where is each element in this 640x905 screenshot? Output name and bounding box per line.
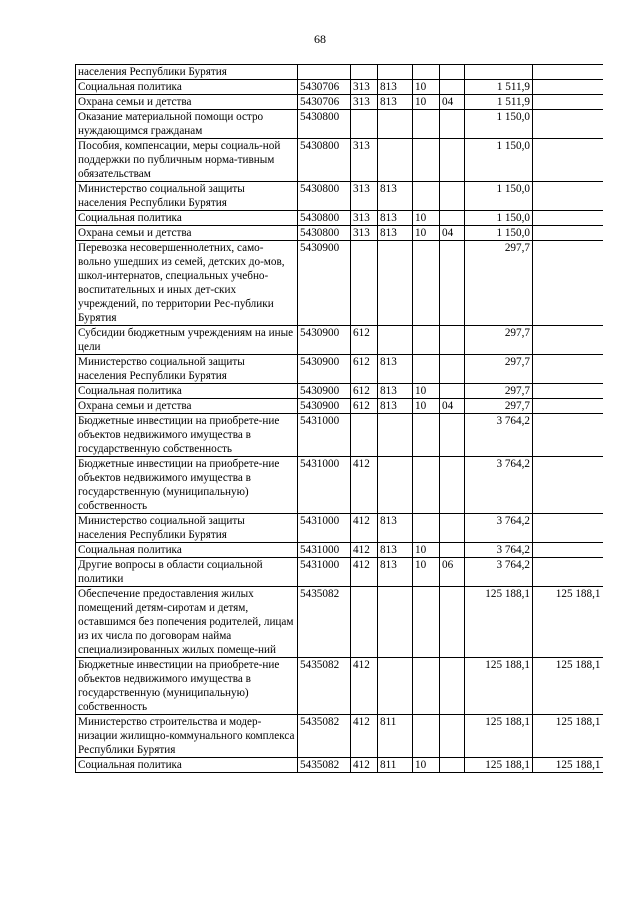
section-code-cell [413,355,440,384]
table-row [76,65,603,80]
amount-cell: 125 188,1 [465,715,533,758]
amount-cell: 3 764,2 [465,414,533,457]
amount-subvention-cell [533,226,603,241]
row-name-cell: Бюджетные инвестиции на приобрете-ние объектов недвижимого имущества в государственную (муниципальную) собственность [76,457,298,514]
amount-subvention-cell [533,414,603,457]
table-row [76,658,603,715]
target-article-code-cell: 5430706 [298,95,351,110]
row-name-cell: Обеспечение предоставления жилых помещений детям-сиротам и детям, оставшимся без попечения родителей, лицам из их числа по договорам найма специализированных жилых помеще-ний [76,587,298,658]
ministry-code-cell [378,457,413,514]
amount-cell: 3 764,2 [465,514,533,543]
target-article-code-cell: 5435082 [298,658,351,715]
ministry-code-cell [378,658,413,715]
target-article-code-cell: 5431000 [298,414,351,457]
row-name-cell: Охрана семьи и детства [76,95,298,110]
row-name-cell: Охрана семьи и детства [76,399,298,414]
table-row [76,399,603,414]
target-article-code-cell: 5431000 [298,543,351,558]
ministry-code-cell [378,587,413,658]
section-code-cell [413,414,440,457]
row-name-cell: Министерство социальной защиты населения Республики Бурятия [76,182,298,211]
amount-subvention-cell [533,211,603,226]
amount-cell: 3 764,2 [465,558,533,587]
expense-type-code-cell [351,414,378,457]
section-code-cell: 10 [413,80,440,95]
section-code-cell [413,139,440,182]
amount-cell: 125 188,1 [465,658,533,715]
amount-cell: 3 764,2 [465,457,533,514]
row-name-cell: Министерство социальной защиты населения Республики Бурятия [76,514,298,543]
ministry-code-cell: 813 [378,95,413,110]
table-row [76,110,603,139]
target-article-code-cell: 5430900 [298,326,351,355]
ministry-code-cell: 813 [378,399,413,414]
amount-subvention-cell: 125 188,1 [533,587,603,658]
target-article-code-cell: 5430900 [298,355,351,384]
subsection-code-cell [440,758,465,773]
ministry-code-cell: 811 [378,715,413,758]
amount-cell: 125 188,1 [465,758,533,773]
table-row [76,95,603,110]
subsection-code-cell: 04 [440,399,465,414]
row-name-cell: Пособия, компенсации, меры социаль-ной поддержки по публичным норма-тивным обязательствам [76,139,298,182]
expense-type-code-cell: 313 [351,211,378,226]
ministry-code-cell: 813 [378,211,413,226]
expense-type-code-cell: 313 [351,95,378,110]
subsection-code-cell: 04 [440,226,465,241]
subsection-code-cell: 04 [440,95,465,110]
table-row [76,514,603,543]
amount-subvention-cell [533,355,603,384]
table-row [76,182,603,211]
section-code-cell [413,514,440,543]
row-name-cell: Другие вопросы в области социальной политики [76,558,298,587]
subsection-code-cell [440,241,465,326]
section-code-cell: 10 [413,384,440,399]
table-row [76,414,603,457]
ministry-code-cell: 813 [378,514,413,543]
row-name-cell: Социальная политика [76,384,298,399]
table-row [76,543,603,558]
amount-subvention-cell [533,399,603,414]
subsection-code-cell [440,384,465,399]
ministry-code-cell: 813 [378,80,413,95]
amount-subvention-cell [533,457,603,514]
amount-cell: 3 764,2 [465,543,533,558]
amount-subvention-cell [533,384,603,399]
row-name-cell: Министерство строительства и модер-низации жилищно-коммунального комплекса Республики Бурятия [76,715,298,758]
amount-subvention-cell [533,241,603,326]
section-code-cell: 10 [413,211,440,226]
amount-cell: 1 150,0 [465,182,533,211]
table-row [76,139,603,182]
amount-subvention-cell: 125 188,1 [533,758,603,773]
table-row [76,384,603,399]
amount-cell: 1 150,0 [465,139,533,182]
target-article-code-cell: 5430800 [298,226,351,241]
ministry-code-cell: 813 [378,558,413,587]
amount-subvention-cell [533,326,603,355]
subsection-code-cell [440,211,465,226]
row-name-cell: Социальная политика [76,80,298,95]
table-row [76,80,603,95]
expense-type-code-cell: 412 [351,514,378,543]
target-article-code-cell: 5430706 [298,80,351,95]
target-article-code-cell: 5430800 [298,110,351,139]
target-article-code-cell: 5435082 [298,587,351,658]
row-name-cell: Бюджетные инвестиции на приобрете-ние объектов недвижимого имущества в государственную (муниципальную) собственность [76,658,298,715]
ministry-code-cell [378,65,413,80]
expense-type-code-cell: 313 [351,139,378,182]
table-row [76,715,603,758]
table-row [76,355,603,384]
table-row [76,226,603,241]
expense-type-code-cell: 412 [351,543,378,558]
subsection-code-cell [440,110,465,139]
subsection-code-cell [440,65,465,80]
row-name-cell: Бюджетные инвестиции на приобрете-ние объектов недвижимого имущества в государственную собственность [76,414,298,457]
section-code-cell: 10 [413,758,440,773]
ministry-code-cell [378,110,413,139]
expense-type-code-cell: 612 [351,355,378,384]
amount-cell: 1 150,0 [465,110,533,139]
expense-type-code-cell [351,110,378,139]
expense-type-code-cell: 412 [351,715,378,758]
table-row [76,457,603,514]
table-row [76,587,603,658]
expense-type-code-cell: 313 [351,182,378,211]
table-row [76,758,603,773]
amount-subvention-cell [533,80,603,95]
expense-type-code-cell: 612 [351,399,378,414]
subsection-code-cell [440,715,465,758]
row-name-cell: Охрана семьи и детства [76,226,298,241]
section-code-cell [413,715,440,758]
row-name-cell: Субсидии бюджетным учреждениям на иные цели [76,326,298,355]
subsection-code-cell [440,543,465,558]
amount-subvention-cell [533,139,603,182]
amount-subvention-cell [533,95,603,110]
target-article-code-cell: 5430800 [298,139,351,182]
expense-type-code-cell: 313 [351,226,378,241]
table-row [76,241,603,326]
subsection-code-cell [440,658,465,715]
ministry-code-cell: 811 [378,758,413,773]
expense-type-code-cell [351,65,378,80]
subsection-code-cell [440,587,465,658]
expense-type-code-cell: 412 [351,658,378,715]
budget-table [75,64,603,773]
row-name-cell: Социальная политика [76,543,298,558]
amount-cell: 1 150,0 [465,226,533,241]
amount-subvention-cell [533,182,603,211]
target-article-code-cell: 5430900 [298,384,351,399]
page-number: 68 [314,32,326,46]
amount-cell: 297,7 [465,384,533,399]
expense-type-code-cell: 412 [351,758,378,773]
row-name-cell: населения Республики Бурятия [76,65,298,80]
amount-subvention-cell [533,558,603,587]
amount-cell: 297,7 [465,355,533,384]
amount-cell: 125 188,1 [465,587,533,658]
table-row [76,558,603,587]
ministry-code-cell [378,326,413,355]
expense-type-code-cell: 412 [351,457,378,514]
section-code-cell: 10 [413,95,440,110]
subsection-code-cell [440,414,465,457]
subsection-code-cell [440,326,465,355]
budget-table-body [76,65,603,773]
subsection-code-cell: 06 [440,558,465,587]
target-article-code-cell: 5431000 [298,514,351,543]
target-article-code-cell: 5435082 [298,715,351,758]
amount-subvention-cell [533,110,603,139]
amount-subvention-cell: 125 188,1 [533,715,603,758]
section-code-cell [413,326,440,355]
ministry-code-cell: 813 [378,543,413,558]
target-article-code-cell: 5430900 [298,399,351,414]
section-code-cell: 10 [413,558,440,587]
subsection-code-cell [440,355,465,384]
row-name-cell: Социальная политика [76,211,298,226]
expense-type-code-cell: 313 [351,80,378,95]
table-row [76,326,603,355]
target-article-code-cell: 5430900 [298,241,351,326]
expense-type-code-cell: 612 [351,326,378,355]
section-code-cell: 10 [413,226,440,241]
row-name-cell: Министерство социальной защиты населения Республики Бурятия [76,355,298,384]
section-code-cell: 10 [413,399,440,414]
expense-type-code-cell [351,241,378,326]
section-code-cell [413,587,440,658]
amount-subvention-cell: 125 188,1 [533,658,603,715]
row-name-cell: Оказание материальной помощи остро нуждающимся гражданам [76,110,298,139]
subsection-code-cell [440,514,465,543]
row-name-cell: Перевозка несовершеннолетних, само-вольно ушедших из семей, детских до-мов, школ-интернатов, специальных учебно-воспитательных и иных дет-ских учреждений, по территории Рес-публики Бурятия [76,241,298,326]
target-article-code-cell: 5430800 [298,182,351,211]
amount-cell: 1 511,9 [465,95,533,110]
expense-type-code-cell: 612 [351,384,378,399]
subsection-code-cell [440,80,465,95]
section-code-cell [413,65,440,80]
target-article-code-cell: 5431000 [298,558,351,587]
amount-subvention-cell [533,65,603,80]
ministry-code-cell: 813 [378,384,413,399]
section-code-cell [413,241,440,326]
section-code-cell: 10 [413,543,440,558]
target-article-code-cell: 5430800 [298,211,351,226]
target-article-code-cell: 5431000 [298,457,351,514]
ministry-code-cell: 813 [378,226,413,241]
table-row [76,211,603,226]
ministry-code-cell [378,139,413,182]
amount-cell [465,65,533,80]
subsection-code-cell [440,139,465,182]
subsection-code-cell [440,457,465,514]
amount-cell: 1 511,9 [465,80,533,95]
ministry-code-cell [378,414,413,457]
amount-subvention-cell [533,514,603,543]
section-code-cell [413,110,440,139]
ministry-code-cell: 813 [378,182,413,211]
section-code-cell [413,658,440,715]
amount-cell: 297,7 [465,241,533,326]
target-article-code-cell: 5435082 [298,758,351,773]
amount-cell: 297,7 [465,326,533,355]
amount-subvention-cell [533,543,603,558]
expense-type-code-cell: 412 [351,558,378,587]
amount-cell: 1 150,0 [465,211,533,226]
target-article-code-cell [298,65,351,80]
ministry-code-cell: 813 [378,355,413,384]
section-code-cell [413,182,440,211]
row-name-cell: Социальная политика [76,758,298,773]
expense-type-code-cell [351,587,378,658]
section-code-cell [413,457,440,514]
amount-cell: 297,7 [465,399,533,414]
subsection-code-cell [440,182,465,211]
ministry-code-cell [378,241,413,326]
